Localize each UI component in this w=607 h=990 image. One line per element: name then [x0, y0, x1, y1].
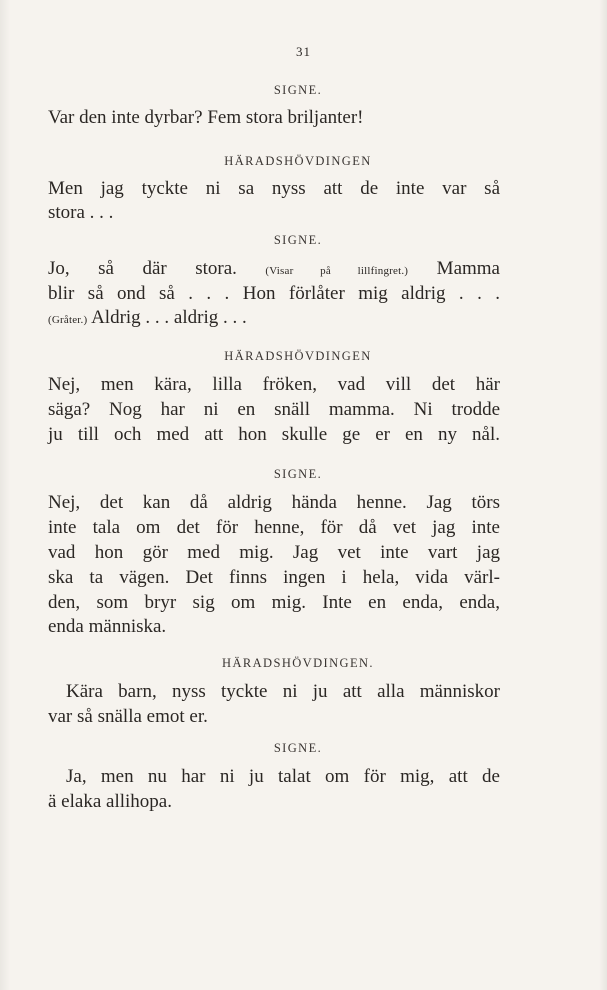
dialogue-line: var så snälla emot er.: [48, 706, 208, 727]
dialogue-line: enda människa.: [48, 616, 167, 637]
dialogue-line: inte tala om det för henne, för då vet jag inte: [48, 517, 500, 538]
speaker-name: SIGNE.: [273, 83, 323, 97]
dialogue-line: ju till och med att hon skulle ge er en ny nål.: [48, 424, 500, 445]
dialogue-line: ä elaka allihopa.: [48, 791, 172, 812]
stage-direction: (Visar på lillfingret.): [265, 265, 409, 277]
dialogue-line: vad hon gör med mig. Jag vet inte vart jag: [48, 542, 500, 563]
dialogue-line: Nej, men kära, lilla fröken, vad vill det här: [48, 374, 500, 395]
speaker-name: SIGNE.: [273, 233, 323, 247]
page-gutter-shadow: [0, 0, 10, 990]
dialogue-text: Aldrig . . . aldrig . . .: [91, 307, 247, 328]
stage-direction: (Gråter.): [48, 314, 88, 326]
page-number: 31: [296, 44, 311, 59]
dialogue-line: ska ta vägen. Det finns ingen i hela, vida värl-: [48, 567, 500, 588]
dialogue-line: Var den inte dyrbar? Fem stora briljanter!: [48, 107, 364, 128]
dialogue-line: Kära barn, nyss tyckte ni ju att alla människor: [66, 681, 500, 702]
dialogue-line: stora . . .: [48, 202, 114, 223]
dialogue-line: den, som bryr sig om mig. Inte en enda, enda,: [48, 592, 500, 613]
speaker-name: SIGNE.: [273, 467, 323, 481]
dialogue-line: [48, 257, 500, 283]
speaker-name: SIGNE.: [273, 741, 323, 755]
page-edge-shadow: [599, 0, 607, 990]
dialogue-line: blir så ond så . . . Hon förlåter mig aldrig . . .: [48, 283, 500, 304]
dialogue-line: Ja, men nu har ni ju talat om för mig, att de: [66, 766, 500, 787]
dialogue-line: Nej, det kan då aldrig hända henne. Jag törs: [48, 492, 500, 513]
speaker-name: HÄRADSHÖVDINGEN: [224, 349, 372, 363]
dialogue-line: Men jag tyckte ni sa nyss att de inte var så: [48, 178, 500, 199]
dialogue-text: Jo, så där stora.: [48, 258, 237, 279]
speaker-name: HÄRADSHÖVDINGEN.: [222, 656, 374, 670]
speaker-name: HÄRADSHÖVDINGEN: [224, 154, 372, 168]
dialogue-text: Mamma: [436, 258, 500, 279]
dialogue-line: [48, 306, 500, 332]
dialogue-line: säga? Nog har ni en snäll mamma. Ni trodde: [48, 399, 500, 420]
